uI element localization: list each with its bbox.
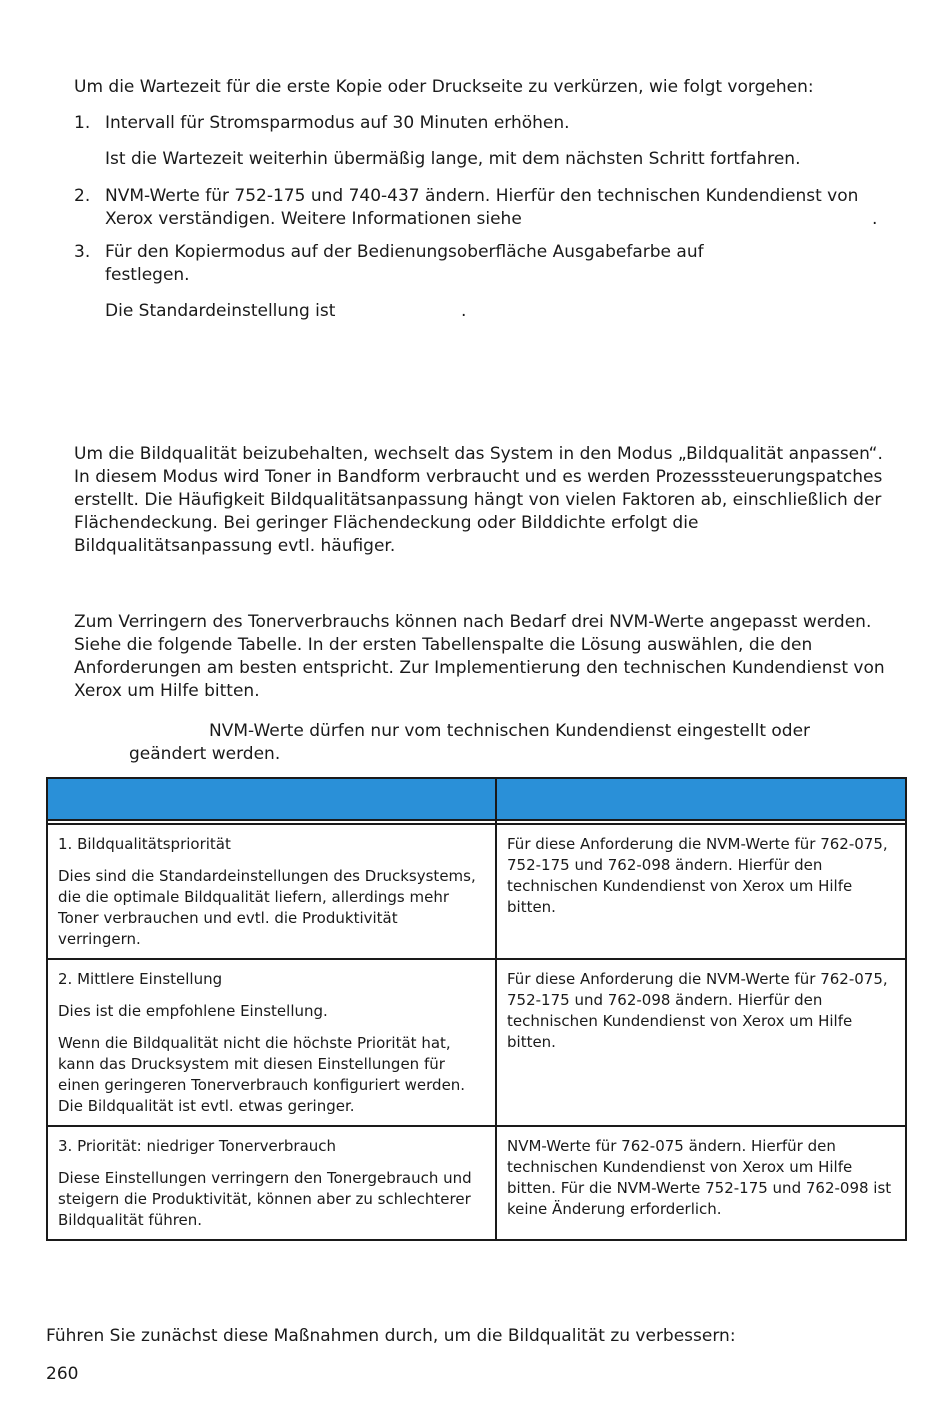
table-cell-action bbox=[496, 959, 906, 1126]
paragraph-line: Flächendeckung. Bei geringer Flächendeckung oder Bilddichte erfolgt die bbox=[74, 513, 699, 533]
table-row bbox=[47, 959, 906, 1126]
paragraph-line: Siehe die folgende Tabelle. In der ersten Tabellenspalte die Lösung auswählen, die den bbox=[74, 635, 813, 655]
table-row bbox=[47, 1126, 906, 1240]
paragraph-line: In diesem Modus wird Toner in Bandform verbraucht und es werden Prozesssteuerungspatches bbox=[74, 467, 883, 487]
note-line: NVM-Werte dürfen nur vom technischen Kundendienst eingestellt oder bbox=[209, 721, 811, 741]
step-3-text-line2: festlegen. bbox=[105, 265, 190, 285]
step-2-text-line1: NVM-Werte für 752-175 und 740-437 ändern. Hierfür den technischen Kundendienst von bbox=[105, 186, 859, 206]
action-text: NVM-Werte für 762-075 ändern. Hierfür den technischen Kundendienst von Xerox um Hilfe bitten. Für die NVM-Werte 752-175 und 762-098 ist keine Änderung erforderlich. bbox=[507, 1137, 892, 1218]
solution-description: Dies sind die Standardeinstellungen des Drucksystems, die die optimale Bildqualität liefern, allerdings mehr Toner verbrauchen und evtl. die Produktivität verringern. bbox=[58, 867, 476, 948]
step-2-text-line2: Xerox verständigen. Weitere Informationen siehe bbox=[105, 209, 522, 229]
step-2-trailing-period: . bbox=[872, 209, 878, 229]
toner-settings-table bbox=[46, 777, 907, 1241]
table-cell-solution bbox=[47, 1126, 496, 1240]
page-number: 260 bbox=[46, 1364, 79, 1384]
action-text: Für diese Anforderung die NVM-Werte für 762-075, 752-175 und 762-098 ändern. Hierfür den technischen Kundendienst von Xerox um Hilfe bitten. bbox=[507, 835, 888, 916]
paragraph-line: Bildqualitätsanpassung evtl. häufiger. bbox=[74, 536, 396, 556]
step-1-note: Ist die Wartezeit weiterhin übermäßig lange, mit dem nächsten Schritt fortfahren. bbox=[105, 149, 801, 169]
step-3-default-period: . bbox=[461, 301, 467, 321]
table-header-row bbox=[47, 778, 906, 820]
solution-description: Dies ist die empfohlene Einstellung. bbox=[58, 1002, 328, 1020]
paragraph-line: Zum Verringern des Tonerverbrauchs können nach Bedarf drei NVM-Werte angepasst werden. bbox=[74, 612, 872, 632]
paragraph-line: Xerox um Hilfe bitten. bbox=[74, 681, 260, 701]
step-1-text: Intervall für Stromsparmodus auf 30 Minuten erhöhen. bbox=[105, 113, 570, 133]
solution-title: 3. Priorität: niedriger Tonerverbrauch bbox=[58, 1137, 337, 1155]
solution-title: 2. Mittlere Einstellung bbox=[58, 970, 223, 988]
step-3-text-line1: Für den Kopiermodus auf der Bedienungsoberfläche Ausgabefarbe auf bbox=[105, 242, 704, 262]
step-number: 3. bbox=[74, 242, 91, 262]
closing-text: Führen Sie zunächst diese Maßnahmen durch, um die Bildqualität zu verbessern: bbox=[46, 1326, 736, 1346]
table-row bbox=[47, 824, 906, 959]
solution-description: Diese Einstellungen verringern den Tonergebrauch und steigern die Produktivität, können aber zu schlechterer Bildqualität führen. bbox=[58, 1169, 472, 1229]
table-cell-action bbox=[496, 824, 906, 959]
table-cell-solution bbox=[47, 824, 496, 959]
table-cell-action bbox=[496, 1126, 906, 1240]
intro-text: Um die Wartezeit für die erste Kopie oder Druckseite zu verkürzen, wie folgt vorgehen: bbox=[74, 77, 814, 97]
step-number: 1. bbox=[74, 113, 91, 133]
solution-description: Wenn die Bildqualität nicht die höchste Priorität hat, kann das Drucksystem mit diesen Einstellungen für einen geringeren Tonerverbrauch konfiguriert werden. Die Bildqualität ist evtl. etwas geringer. bbox=[58, 1034, 466, 1115]
paragraph-line: Um die Bildqualität beizubehalten, wechselt das System in den Modus „Bildqualität anpassen“. bbox=[74, 444, 883, 464]
table-header-cell bbox=[47, 778, 496, 820]
paragraph-line: Anforderungen am besten entspricht. Zur Implementierung den technischen Kundendienst von bbox=[74, 658, 885, 678]
step-3-default-text: Die Standardeinstellung ist bbox=[105, 301, 336, 321]
solution-title: 1. Bildqualitätspriorität bbox=[58, 835, 231, 853]
table-cell-solution bbox=[47, 959, 496, 1126]
step-number: 2. bbox=[74, 186, 91, 206]
paragraph-line: erstellt. Die Häufigkeit Bildqualitätsanpassung hängt von vielen Faktoren ab, einschließlich der bbox=[74, 490, 882, 510]
note-line: geändert werden. bbox=[129, 744, 281, 764]
action-text: Für diese Anforderung die NVM-Werte für 762-075, 752-175 und 762-098 ändern. Hierfür den technischen Kundendienst von Xerox um Hilfe bitten. bbox=[507, 970, 888, 1051]
table-header-cell bbox=[496, 778, 906, 820]
